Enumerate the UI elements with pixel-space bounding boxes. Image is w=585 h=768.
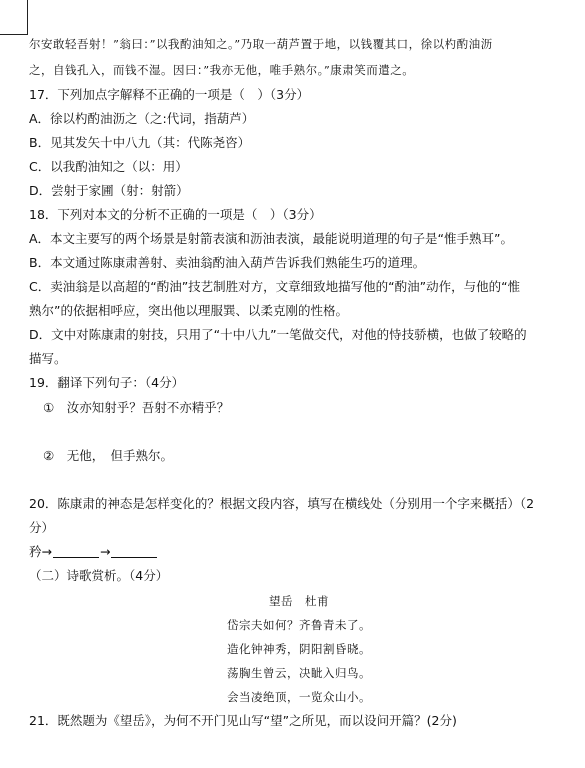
question-18-stem: 18．下列对本文的分析不正确的一项是（ ）（3分） [29, 207, 322, 222]
poem-line: 岱宗夫如何？齐鲁青未了。 [227, 618, 371, 632]
question-17-option-a: A．徐以杓酌油沥之（之:代词，指葫芦） [29, 111, 255, 126]
poem-title: 望岳 杜甫 [269, 594, 329, 608]
question-19-sentence-1: ① 汝亦知射乎？吾射不亦精乎？ [43, 400, 230, 415]
question-17-option-d: D．尝射于家圃（射：射箭） [29, 183, 189, 198]
answer-arrow: → [99, 544, 111, 559]
passage-line: 之，自钱孔入，而钱不湿。因曰：”我亦无他，唯手熟尔。”康肃笑而遣之。 [29, 63, 415, 77]
section-heading: （二）诗歌赏析。（4分） [29, 568, 169, 583]
poem-line: 会当凌绝顶，一览众山小。 [227, 690, 371, 704]
question-17-option-b: B．见其发矢十中八九（其：代陈尧咨） [29, 135, 251, 150]
question-19-stem: 19．翻译下列句子：（4分） [29, 375, 185, 390]
answer-start-word: 矜→ [29, 544, 52, 559]
poem-line: 荡胸生曾云，决眦入归鸟。 [227, 666, 371, 680]
question-18-option-a: A．本文主要写的两个场景是射箭表演和沥油表演，最能说明道理的句子是“惟手熟耳”。 [29, 231, 514, 246]
question-20-stem-cont: 分） [29, 520, 55, 535]
answer-blank-1[interactable] [53, 546, 99, 558]
question-18-option-d: D．文中对陈康肃的射技，只用了“十中八九”一笔做交代，对他的恃技骄横，也做了较略的 [29, 327, 527, 342]
answer-blank-2[interactable] [111, 546, 157, 558]
question-18-option-c-cont: 熟尔”的依据相呼应，突出他以理服巽、以柔克刚的性格。 [29, 303, 348, 318]
question-17-stem: 17．下列加点字解释不正确的一项是（ ）（3分） [29, 87, 310, 102]
question-18-option-b: B．本文通过陈康肃善射、卖油翁酌油入葫芦告诉我们熟能生巧的道理。 [29, 255, 426, 270]
passage-line: 尔安敢轻吾射！”翁曰：”以我酌油知之。”乃取一葫芦置于地，以钱覆其口，徐以杓酌油沥 [29, 37, 493, 51]
question-18-option-d-cont: 描写。 [29, 351, 67, 366]
question-21-stem: 21．既然题为《望岳》，为何不开门见山写“望”之所见，而以设问开篇？(2分) [29, 713, 457, 728]
poem-line: 造化钟神秀，阴阳割昏晓。 [227, 642, 371, 656]
question-17-option-c: C．以我酌油知之（以：用） [29, 159, 188, 174]
question-20-stem: 20．陈康肃的神态是怎样变化的？根据文段内容，填写在横线处（分别用一个字来概括）（2 [29, 496, 535, 511]
page-corner-mark [0, 0, 36, 36]
question-19-sentence-2: ② 无他， 但手熟尔。 [43, 448, 173, 463]
question-20-answer-row [29, 544, 158, 560]
question-18-option-c: C．卖油翁是以高超的“酌油”技艺制胜对方，文章细致地描写他的“酌油”动作，与他的“惟 [29, 279, 521, 294]
